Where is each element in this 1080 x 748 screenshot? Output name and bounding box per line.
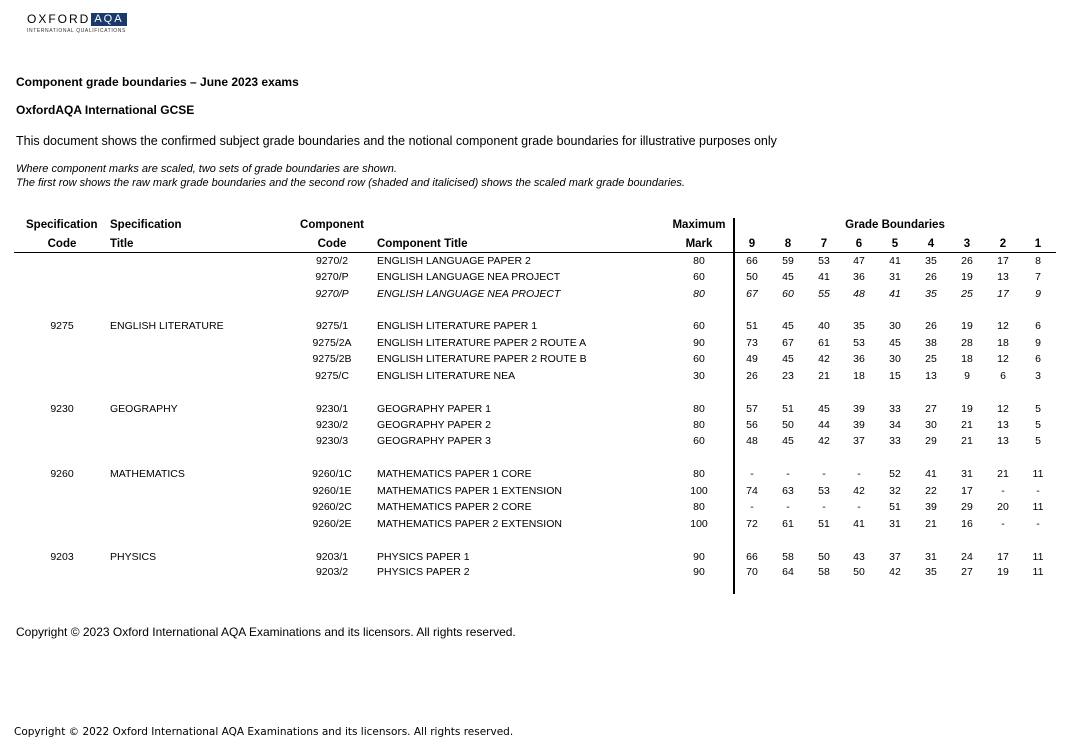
grade-boundary-7: 58 <box>818 566 830 578</box>
grade-boundary-7: 44 <box>818 419 830 431</box>
header-grade-4: 5 <box>891 238 899 250</box>
grade-boundary-7: 53 <box>818 485 830 497</box>
grade-boundary-9: 57 <box>746 403 758 415</box>
spec-title: ENGLISH LITERATURE <box>110 320 224 332</box>
grade-boundary-3: 31 <box>961 468 973 480</box>
component-title: GEOGRAPHY PAPER 1 <box>377 403 491 415</box>
grade-boundary-4: 29 <box>925 435 937 447</box>
component-code: 9230/2 <box>315 419 349 431</box>
header-spec-title-line1: Specification <box>110 219 182 231</box>
header-grade-0: 9 <box>748 238 756 250</box>
grade-boundary-6: 35 <box>853 320 865 332</box>
grade-boundary-7: 55 <box>818 288 830 300</box>
grade-boundary-3: 26 <box>961 255 973 267</box>
grade-boundary-3: 25 <box>961 288 973 300</box>
grade-boundary-4: 26 <box>925 320 937 332</box>
grade-boundary-8: 45 <box>782 320 794 332</box>
component-code: 9275/2A <box>312 337 352 349</box>
component-code: 9275/2B <box>312 353 352 365</box>
grade-boundary-7: - <box>822 501 826 513</box>
grade-boundary-5: 52 <box>889 468 901 480</box>
grade-boundary-1: 6 <box>1035 320 1041 332</box>
component-code: 9270/P <box>315 288 349 300</box>
component-code: 9260/2E <box>312 518 352 530</box>
header-spec-code-line2: Code <box>47 238 77 250</box>
header-component-code-line2: Code <box>317 238 347 250</box>
grade-boundary-6: 42 <box>853 485 865 497</box>
component-code: 9260/1E <box>312 485 352 497</box>
grade-boundary-8: 67 <box>782 337 794 349</box>
grade-boundary-9: 73 <box>746 337 758 349</box>
grade-boundary-8: 60 <box>782 288 794 300</box>
grade-boundary-2: 13 <box>997 435 1009 447</box>
maximum-mark: 80 <box>693 403 705 415</box>
component-title: MATHEMATICS PAPER 2 EXTENSION <box>377 518 562 530</box>
component-title: ENGLISH LANGUAGE NEA PROJECT <box>377 288 561 300</box>
grade-boundary-5: 31 <box>889 518 901 530</box>
grade-boundary-5: 33 <box>889 435 901 447</box>
component-code: 9230/3 <box>315 435 349 447</box>
maximum-mark: 30 <box>693 370 705 382</box>
grade-boundary-4: 22 <box>925 485 937 497</box>
grade-boundary-7: 42 <box>818 435 830 447</box>
grade-boundary-1: 9 <box>1035 288 1041 300</box>
grade-boundary-3: 19 <box>961 271 973 283</box>
grade-boundary-7: 51 <box>818 518 830 530</box>
grade-boundary-5: 51 <box>889 501 901 513</box>
grade-boundary-4: 31 <box>925 551 937 563</box>
header-grade-2: 7 <box>820 238 828 250</box>
spec-code: 9275 <box>50 320 74 332</box>
header-grade-5: 4 <box>927 238 935 250</box>
grade-boundary-8: 45 <box>782 271 794 283</box>
grade-boundary-3: 19 <box>961 403 973 415</box>
spec-title: MATHEMATICS <box>110 468 185 480</box>
header-grade-1: 8 <box>784 238 792 250</box>
header-grade-boundaries: Grade Boundaries <box>845 219 945 231</box>
maximum-mark: 80 <box>693 288 705 300</box>
grade-boundary-2: 18 <box>997 337 1009 349</box>
spec-code: 9260 <box>50 468 74 480</box>
grade-boundary-4: 38 <box>925 337 937 349</box>
grade-boundary-1: 11 <box>1032 501 1044 513</box>
grade-boundary-5: 34 <box>889 419 901 431</box>
maximum-mark: 100 <box>690 485 708 497</box>
maximum-mark: 90 <box>693 566 705 578</box>
grade-boundary-9: 50 <box>746 271 758 283</box>
grade-boundary-9: 66 <box>746 551 758 563</box>
grade-boundary-2: 17 <box>997 255 1009 267</box>
grade-boundary-7: 53 <box>818 255 830 267</box>
spec-code: 9230 <box>50 403 74 415</box>
maximum-mark: 60 <box>693 271 705 283</box>
grade-boundary-7: 41 <box>818 271 830 283</box>
grade-boundary-1: 3 <box>1035 370 1041 382</box>
grade-boundary-8: 61 <box>782 518 794 530</box>
grade-boundary-9: 49 <box>746 353 758 365</box>
grade-boundary-9: - <box>750 468 754 480</box>
grade-boundary-6: 53 <box>853 337 865 349</box>
header-grade-6: 3 <box>963 238 971 250</box>
grade-boundary-2: 12 <box>997 403 1009 415</box>
grade-boundary-8: - <box>786 468 790 480</box>
grade-boundary-7: 50 <box>818 551 830 563</box>
grade-boundary-1: 9 <box>1035 337 1041 349</box>
component-code: 9230/1 <box>315 403 349 415</box>
grade-boundary-6: - <box>857 468 861 480</box>
intro-text: This document shows the confirmed subject grade boundaries and the notional component grade boundaries for illustrative purposes only <box>16 134 777 148</box>
component-title: MATHEMATICS PAPER 1 EXTENSION <box>377 485 562 497</box>
component-title: MATHEMATICS PAPER 2 CORE <box>377 501 532 513</box>
grade-boundary-8: - <box>786 501 790 513</box>
grade-boundary-5: 42 <box>889 566 901 578</box>
grade-boundary-6: 47 <box>853 255 865 267</box>
grade-boundary-2: 13 <box>997 271 1009 283</box>
header-grade-8: 1 <box>1034 238 1042 250</box>
header-grade-7: 2 <box>999 238 1007 250</box>
grade-boundary-8: 23 <box>782 370 794 382</box>
component-title: ENGLISH LANGUAGE PAPER 2 <box>377 255 531 267</box>
logo-subtitle: INTERNATIONAL QUALIFICATIONS <box>27 28 126 34</box>
header-spec-code-line1: Specification <box>26 219 98 231</box>
grade-boundary-8: 64 <box>782 566 794 578</box>
component-title: GEOGRAPHY PAPER 3 <box>377 435 491 447</box>
scaling-note <box>16 162 685 190</box>
grade-boundary-9: 67 <box>746 288 758 300</box>
grade-boundary-3: 9 <box>964 370 970 382</box>
maximum-mark: 80 <box>693 501 705 513</box>
grade-boundary-6: - <box>857 501 861 513</box>
grade-boundary-4: 35 <box>925 566 937 578</box>
grade-boundary-4: 35 <box>925 288 937 300</box>
grade-boundary-8: 63 <box>782 485 794 497</box>
grade-boundary-9: 70 <box>746 566 758 578</box>
grade-boundary-3: 27 <box>961 566 973 578</box>
spec-title: GEOGRAPHY <box>110 403 178 415</box>
grade-boundary-7: 45 <box>818 403 830 415</box>
grade-boundary-7: - <box>822 468 826 480</box>
header-spec-title-line2: Title <box>110 238 134 250</box>
grade-boundary-4: 39 <box>925 501 937 513</box>
component-title: ENGLISH LITERATURE PAPER 2 ROUTE A <box>377 337 587 349</box>
grade-boundary-3: 17 <box>961 485 973 497</box>
grade-boundary-5: 45 <box>889 337 901 349</box>
grade-boundary-3: 21 <box>961 419 973 431</box>
grade-boundary-3: 24 <box>961 551 973 563</box>
grade-boundary-9: 48 <box>746 435 758 447</box>
grade-boundary-6: 36 <box>853 353 865 365</box>
grade-boundary-2: 12 <box>997 353 1009 365</box>
grade-boundary-4: 21 <box>925 518 937 530</box>
grade-boundary-6: 39 <box>853 403 865 415</box>
component-title: PHYSICS PAPER 1 <box>377 551 470 563</box>
copyright-2022: Copyright © 2022 Oxford International AQA Examinations and its licensors. All rights reserved. <box>14 726 514 738</box>
grade-boundary-4: 27 <box>925 403 937 415</box>
grade-boundary-5: 30 <box>889 353 901 365</box>
grade-boundary-6: 50 <box>853 566 865 578</box>
grade-boundary-8: 45 <box>782 435 794 447</box>
grade-boundary-3: 21 <box>961 435 973 447</box>
scaling-note-line-1: Where component marks are scaled, two sets of grade boundaries are shown. <box>16 163 397 175</box>
component-code: 9275/1 <box>315 320 349 332</box>
spec-code: 9203 <box>50 551 74 563</box>
header-maximum-line2: Mark <box>685 238 713 250</box>
header-grade-3: 6 <box>855 238 863 250</box>
grade-boundary-1: 5 <box>1035 435 1041 447</box>
maximum-mark: 60 <box>693 435 705 447</box>
grade-boundary-6: 18 <box>853 370 865 382</box>
maximum-mark: 90 <box>693 337 705 349</box>
grade-boundary-8: 58 <box>782 551 794 563</box>
grade-boundary-1: 11 <box>1032 551 1044 563</box>
grade-boundary-5: 31 <box>889 271 901 283</box>
grade-boundary-5: 41 <box>889 255 901 267</box>
component-code: 9203/2 <box>315 566 349 578</box>
maximum-mark: 60 <box>693 353 705 365</box>
document-heading: Component grade boundaries – June 2023 exams <box>16 75 299 89</box>
grade-boundary-1: 5 <box>1035 419 1041 431</box>
grade-boundary-6: 39 <box>853 419 865 431</box>
grade-boundary-2: - <box>1001 485 1005 497</box>
spec-title: PHYSICS <box>110 551 157 563</box>
copyright-2023: Copyright © 2023 Oxford International AQA Examinations and its licensors. All rights reserved. <box>16 625 516 639</box>
header-component-title: Component Title <box>377 238 468 250</box>
component-code: 9260/2C <box>312 501 352 513</box>
grade-boundary-5: 15 <box>889 370 901 382</box>
maximum-mark: 90 <box>693 551 705 563</box>
grade-boundary-1: 11 <box>1032 566 1044 578</box>
grade-boundary-9: 56 <box>746 419 758 431</box>
logo-word-aqa: AQA <box>91 13 126 26</box>
maximum-mark: 60 <box>693 320 705 332</box>
grade-boundary-2: 12 <box>997 320 1009 332</box>
grade-boundary-5: 32 <box>889 485 901 497</box>
grade-boundary-3: 28 <box>961 337 973 349</box>
grade-boundary-9: - <box>750 501 754 513</box>
grade-boundary-1: 11 <box>1032 468 1044 480</box>
grade-boundary-2: - <box>1001 518 1005 530</box>
grade-boundary-4: 25 <box>925 353 937 365</box>
grade-boundary-1: - <box>1036 518 1040 530</box>
header-maximum-line1: Maximum <box>672 219 726 231</box>
grade-boundary-9: 66 <box>746 255 758 267</box>
grade-boundary-4: 41 <box>925 468 937 480</box>
component-title: GEOGRAPHY PAPER 2 <box>377 419 491 431</box>
grade-boundary-1: 7 <box>1035 271 1041 283</box>
grade-boundary-8: 51 <box>782 403 794 415</box>
grade-boundary-9: 26 <box>746 370 758 382</box>
grade-boundary-6: 48 <box>853 288 865 300</box>
component-code: 9275/C <box>315 370 349 382</box>
grade-boundary-4: 35 <box>925 255 937 267</box>
grade-boundary-4: 13 <box>925 370 937 382</box>
column-divider <box>733 218 735 594</box>
grade-boundary-9: 72 <box>746 518 758 530</box>
grade-boundary-8: 45 <box>782 353 794 365</box>
component-title: ENGLISH LITERATURE PAPER 2 ROUTE B <box>377 353 587 365</box>
component-code: 9270/P <box>315 271 349 283</box>
document-subheading: OxfordAQA International GCSE <box>16 103 195 117</box>
grade-boundary-5: 37 <box>889 551 901 563</box>
component-title: ENGLISH LITERATURE NEA <box>377 370 516 382</box>
grade-boundary-2: 17 <box>997 288 1009 300</box>
grade-boundary-6: 41 <box>853 518 865 530</box>
scaling-note-line-2: The first row shows the raw mark grade boundaries and the second row (shaded and italicised) shows the scaled mark grade boundaries. <box>16 177 685 189</box>
grade-boundary-4: 30 <box>925 419 937 431</box>
grade-boundary-2: 13 <box>997 419 1009 431</box>
grade-boundary-2: 17 <box>997 551 1009 563</box>
grade-boundary-8: 50 <box>782 419 794 431</box>
grade-boundary-6: 37 <box>853 435 865 447</box>
grade-boundary-2: 21 <box>997 468 1009 480</box>
grade-boundary-5: 30 <box>889 320 901 332</box>
grade-boundary-7: 42 <box>818 353 830 365</box>
grade-boundary-5: 33 <box>889 403 901 415</box>
maximum-mark: 80 <box>693 419 705 431</box>
component-title: ENGLISH LITERATURE PAPER 1 <box>377 320 538 332</box>
grade-boundary-5: 41 <box>889 288 901 300</box>
maximum-mark: 100 <box>690 518 708 530</box>
grade-boundary-7: 21 <box>818 370 830 382</box>
grade-boundary-1: 5 <box>1035 403 1041 415</box>
component-title: MATHEMATICS PAPER 1 CORE <box>377 468 532 480</box>
grade-boundary-1: 8 <box>1035 255 1041 267</box>
grade-boundary-1: 6 <box>1035 353 1041 365</box>
grade-boundary-1: - <box>1036 485 1040 497</box>
grade-boundary-3: 18 <box>961 353 973 365</box>
header-rule <box>14 252 1056 253</box>
header-component-code-line1: Component <box>300 219 364 231</box>
grade-boundary-7: 61 <box>818 337 830 349</box>
logo-word-oxford: OXFORD <box>27 12 91 26</box>
logo <box>27 12 127 34</box>
maximum-mark: 80 <box>693 255 705 267</box>
grade-boundary-2: 6 <box>1000 370 1006 382</box>
grade-boundary-4: 26 <box>925 271 937 283</box>
grade-boundary-6: 43 <box>853 551 865 563</box>
component-code: 9270/2 <box>315 255 349 267</box>
grade-boundary-6: 36 <box>853 271 865 283</box>
component-code: 9203/1 <box>315 551 349 563</box>
grade-boundary-2: 20 <box>997 501 1009 513</box>
grade-boundary-2: 19 <box>997 566 1009 578</box>
grade-boundary-9: 51 <box>746 320 758 332</box>
grade-boundary-8: 59 <box>782 255 794 267</box>
grade-boundary-9: 74 <box>746 485 758 497</box>
maximum-mark: 80 <box>693 468 705 480</box>
grade-boundary-3: 16 <box>961 518 973 530</box>
grade-boundary-7: 40 <box>818 320 830 332</box>
grade-boundary-3: 29 <box>961 501 973 513</box>
component-title: PHYSICS PAPER 2 <box>377 566 470 578</box>
component-code: 9260/1C <box>312 468 352 480</box>
component-title: ENGLISH LANGUAGE NEA PROJECT <box>377 271 561 283</box>
grade-boundary-3: 19 <box>961 320 973 332</box>
